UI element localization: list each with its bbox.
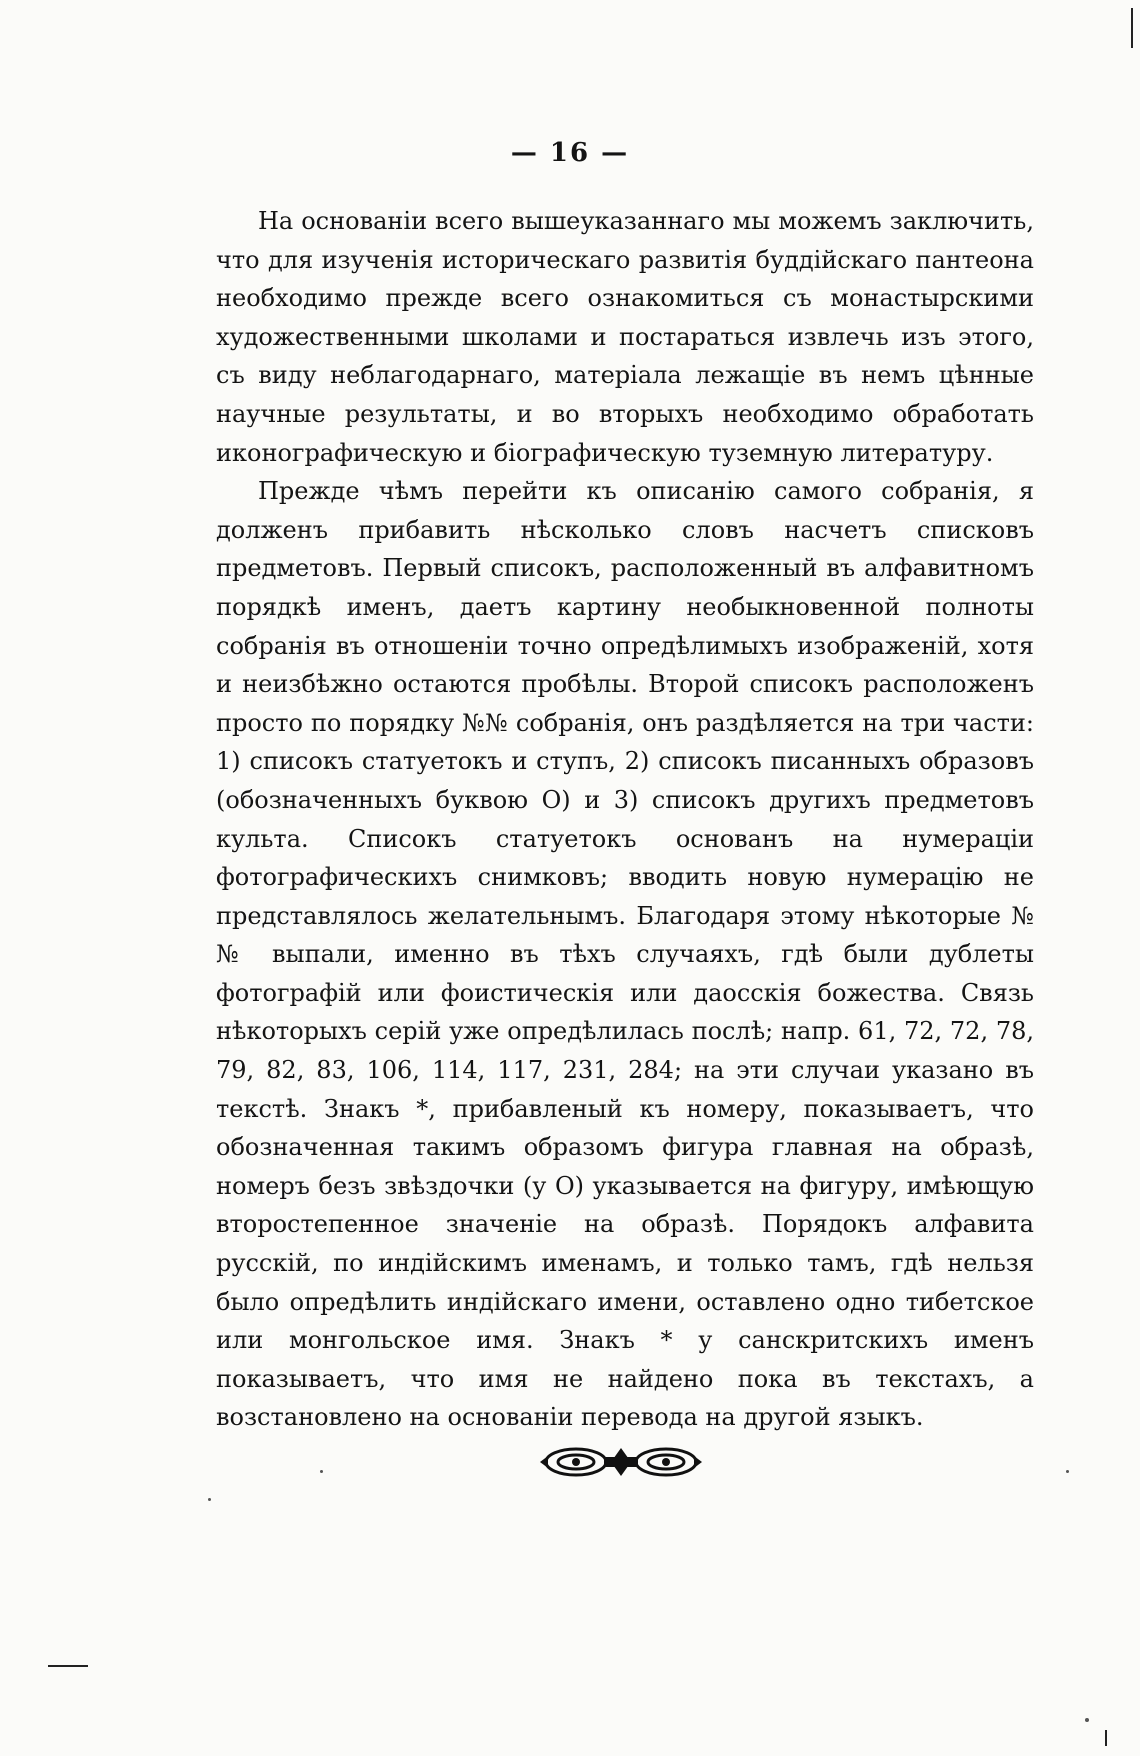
scan-speck — [1066, 1470, 1069, 1473]
scan-speck — [1085, 1718, 1089, 1722]
body-text — [216, 202, 1034, 1437]
scan-speck — [320, 1470, 323, 1473]
scan-edge-mark — [1105, 1730, 1107, 1746]
decorative-tailpiece-icon — [536, 1440, 706, 1484]
scan-edge-mark — [48, 1665, 88, 1667]
paragraph-1: На основаніи всего вышеуказаннаго мы можемъ заключить, что для изученія историческаго развитія буддійскаго пантеона необходимо прежде всего ознакомиться съ монастырскими художественными школами и постараться извлечь изъ этого, съ виду неблагодарнаго, матеріала лежащіе въ немъ цѣнные научные результаты, и во вторыхъ необходимо обработать иконографическую и біографическую туземную литературу. — [216, 207, 1034, 467]
scan-edge-mark — [1131, 8, 1133, 48]
page-number: — 16 — — [510, 138, 630, 168]
scan-speck — [208, 1498, 211, 1501]
paragraph-2: Прежде чѣмъ перейти къ описанію самого собранія, я долженъ прибавить нѣсколько словъ насчетъ списковъ предметовъ. Первый списокъ, расположенный въ алфавитномъ порядкѣ именъ, даетъ картину необыкновенной полноты собранія въ отношеніи точно опредѣлимыхъ изображеній, хотя и неизбѣжно остаются пробѣлы. Второй списокъ расположенъ просто по порядку №№ собранія, онъ раздѣляется на три части: 1) списокъ статуетокъ и ступъ, 2) списокъ писанныхъ образовъ (обозначенныхъ буквою О) и 3) списокъ другихъ предметовъ культа. Списокъ статуетокъ основанъ на нумераціи фотографическихъ снимковъ; вводить новую нумерацію не представлялось желательнымъ. Благодаря этому нѣкоторые №№ выпали, именно въ тѣхъ случаяхъ, гдѣ были дублеты фотографій или фоистическія или даосскія божества. Связь нѣкоторыхъ серій уже опредѣлилась послѣ; напр. 61, 72, 72, 78, 79, 82, 83, 106, 114, 117, 231, 284; на эти случаи указано въ текстѣ. Знакъ *, прибавленый къ номеру, показываетъ, что обозначенная такимъ образомъ фигура главная на образѣ, номеръ безъ звѣздочки (у О) указывается на фигуру, имѣющую второстепенное значеніе на образѣ. Порядокъ алфавита русскій, по индійскимъ именамъ, и только тамъ, гдѣ нельзя было опредѣлить индійскаго имени, оставлено одно тибетское или монгольское имя. Знакъ * у санскритскихъ именъ показываетъ, что имя не найдено пока въ текстахъ, а возстановлено на основаніи перевода на другой языкъ. — [216, 477, 1034, 1432]
